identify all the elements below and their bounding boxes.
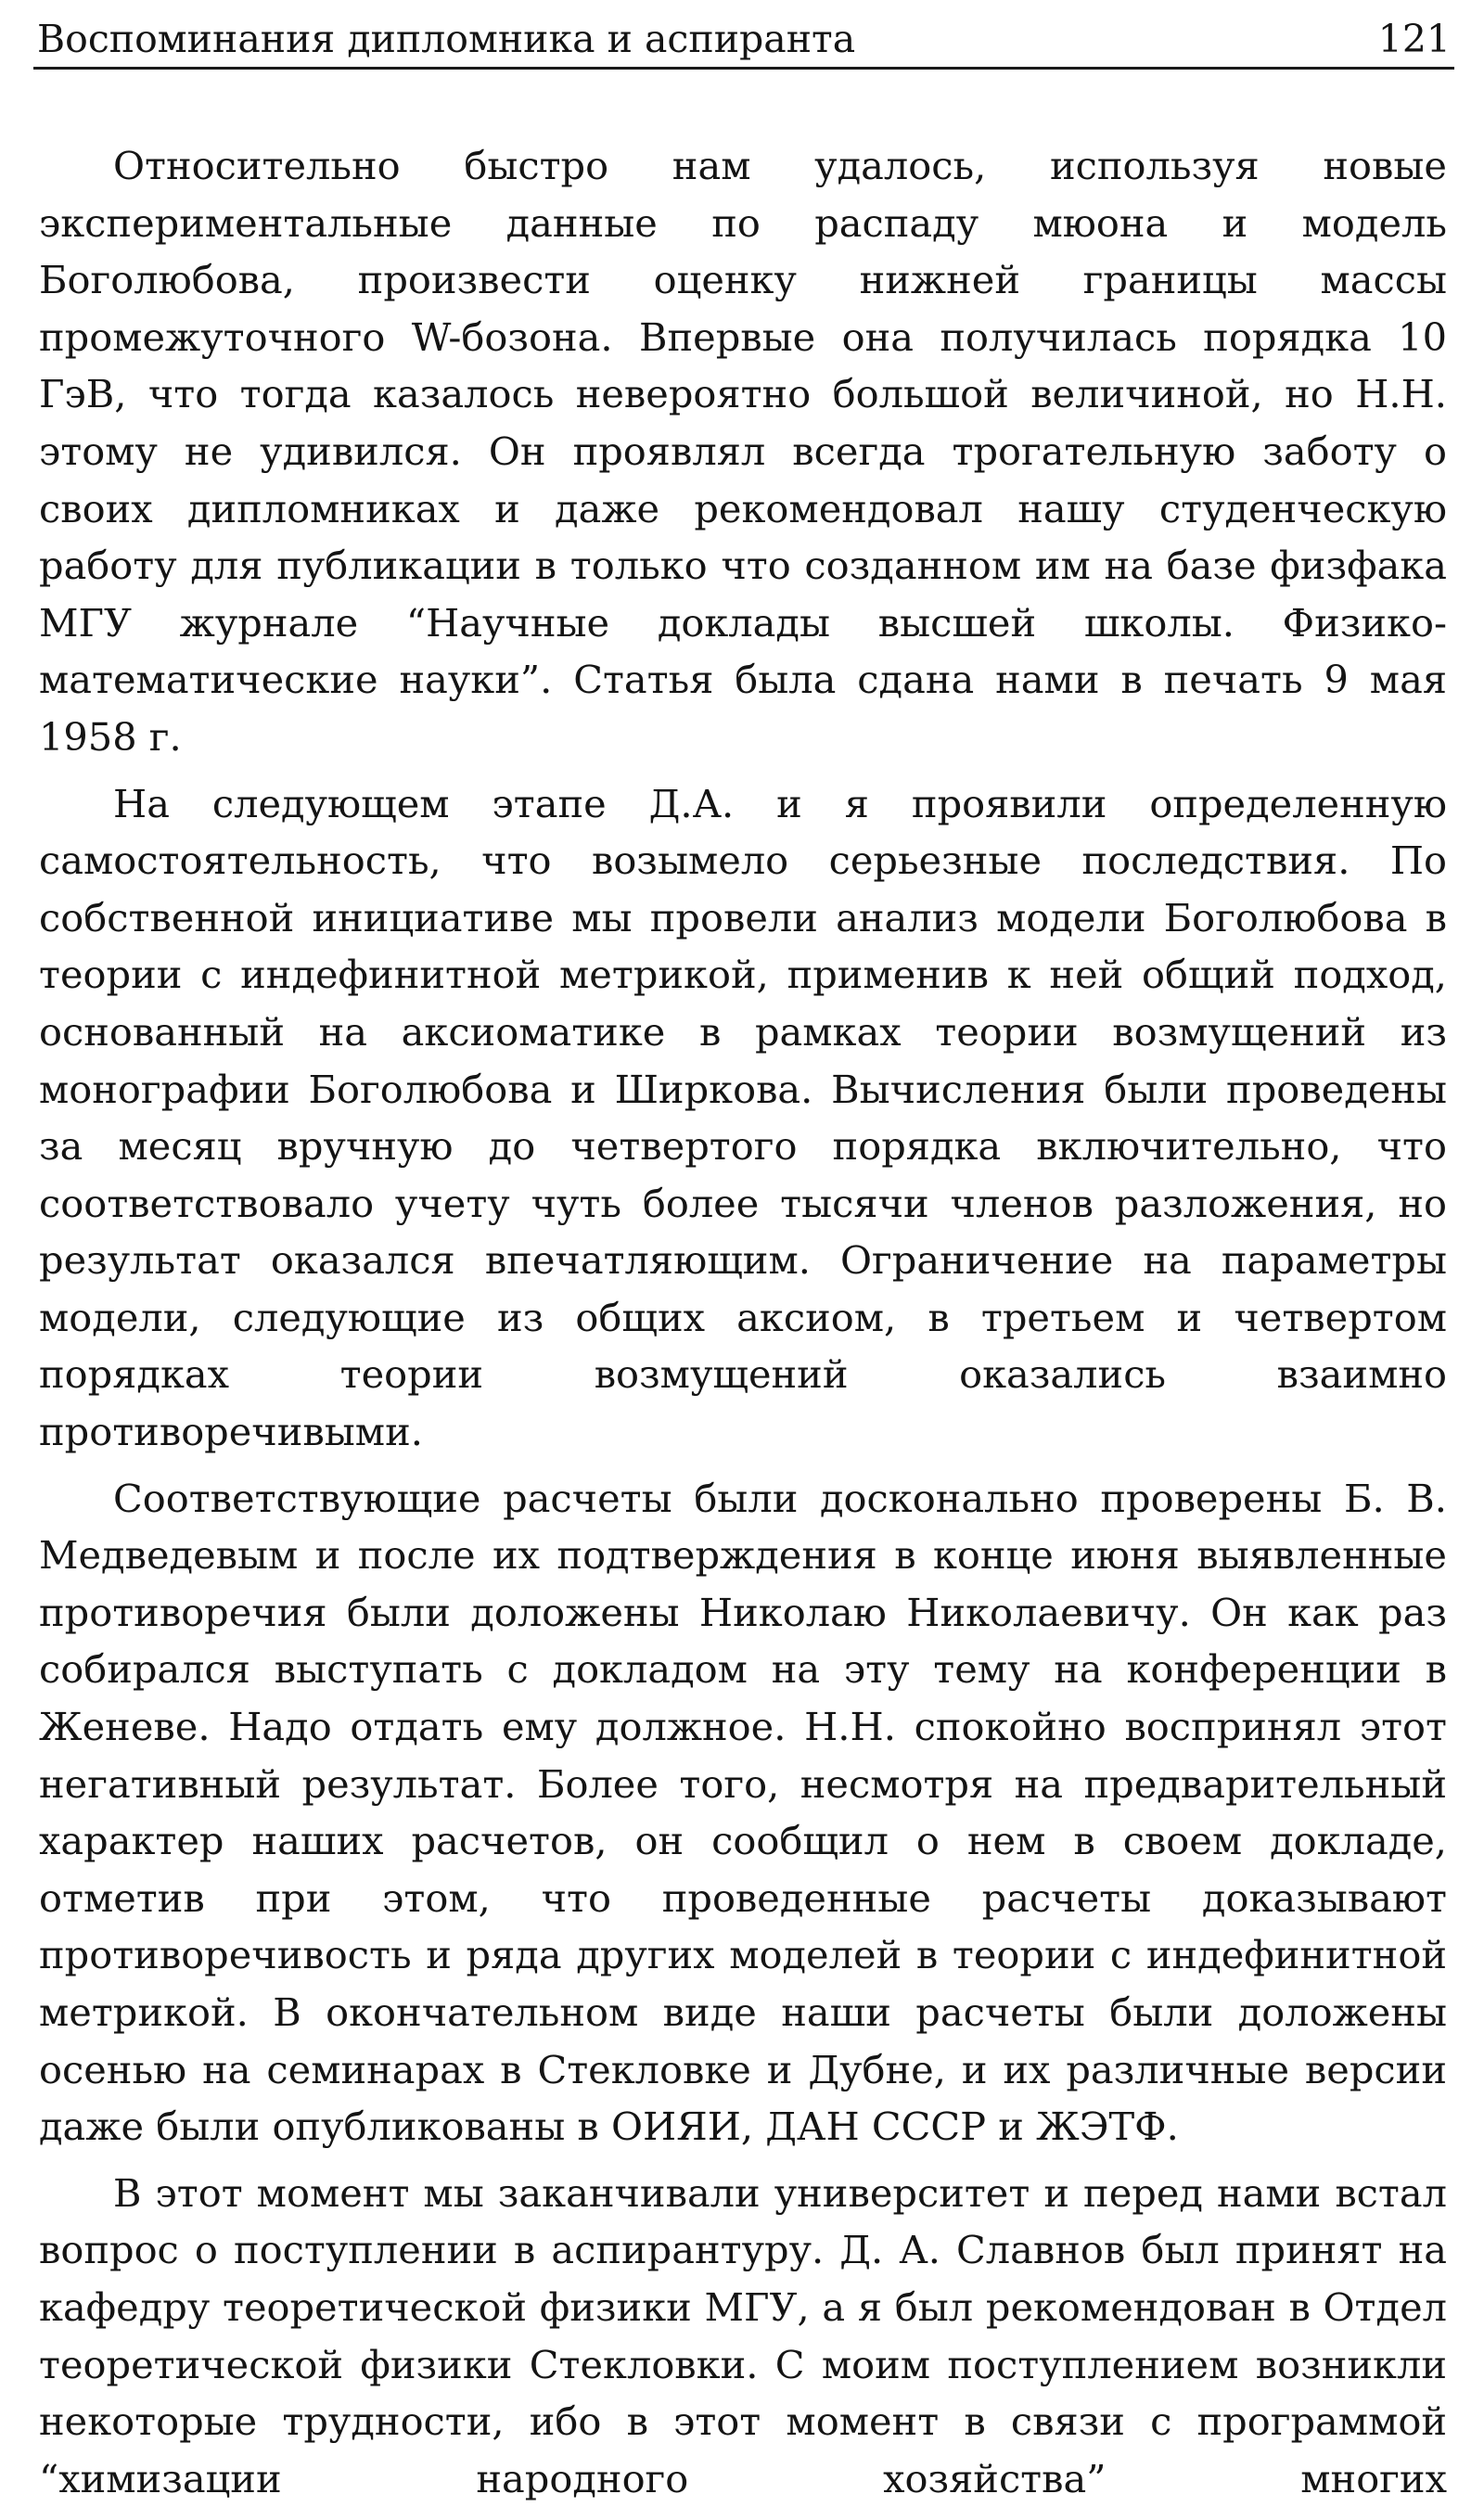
paragraph-4: В этот момент мы заканчивали университет и перед нами встал вопрос о поступлении в аспирантуру. Д. А. Славнов был принят на кафедру теоретической физики МГУ, а я был рекомендован в Отдел теоретической физики Стекловки. С моим поступлением возникли некоторые трудности, ибо в этот момент в связи с программой “химизации народного хозяйства” многих [39, 2169, 1447, 2501]
paragraph-2: На следующем этапе Д.А. и я проявили определенную самостоятельность, что возымело серьезные последствия. По собственной инициативе мы провели анализ модели Боголюбова в теории с индефинитной метрикой, применив к ней общий подход, основанный на аксиоматике в рамках теории возмущений из монографии Боголюбова и Ширкова. Вычисления были проведены за месяц вручную до четвертого порядка включительно, что соответствовало учету чуть более тысячи членов разложения, но результат оказался впечатляющим. Ограничение на параметры модели, следующие из общих аксиом, в третьем и четвертом порядках теории возмущений оказались взаимно противоречивыми. [39, 780, 1447, 1455]
paragraph-1: Относительно быстро нам удалось, используя новые экспериментальные данные по распаду мюона и модель Боголюбова, произвести оценку нижней границы массы промежуточного W-бозона. Впервые она получилась порядка 10 ГэВ, что тогда казалось невероятно большой величиной, но Н.Н. этому не удивился. Он проявлял всегда трогательную заботу о своих дипломниках и даже рекомендовал нашу студенческую работу для публикации в только что созданном им на базе физфака МГУ журнале “Научные доклады высшей школы. Физико-математические науки”. Статья была сдана нами в печать 9 мая 1958 г. [39, 143, 1447, 760]
page-number: 121 [1377, 17, 1451, 61]
running-header [33, 13, 1454, 70]
book-page [33, 0, 1454, 2501]
chapter-title: Воспоминания дипломника и аспиранта [37, 17, 856, 61]
body-text [39, 137, 1447, 2507]
paragraph-3: Соответствующие расчеты были досконально проверены Б. В. Медведевым и после их подтверждения в конце июня выявленные противоречия были доложены Николаю Николаевичу. Он как раз собирался выступать с докладом на эту тему на конференции в Женеве. Надо отдать ему должное. Н.Н. спокойно воспринял этот негативный результат. Более того, несмотря на предварительный характер наших расчетов, он сообщил о нем в своем докладе, отметив при этом, что проведенные расчеты доказывают противоречивость и ряда других моделей в теории с индефинитной метрикой. В окончательном виде наши расчеты были доложены осенью на семинарах в Стекловке и Дубне, и их различные версии даже были опубликованы в ОИЯИ, ДАН СССР и ЖЭТФ. [39, 1475, 1447, 2150]
